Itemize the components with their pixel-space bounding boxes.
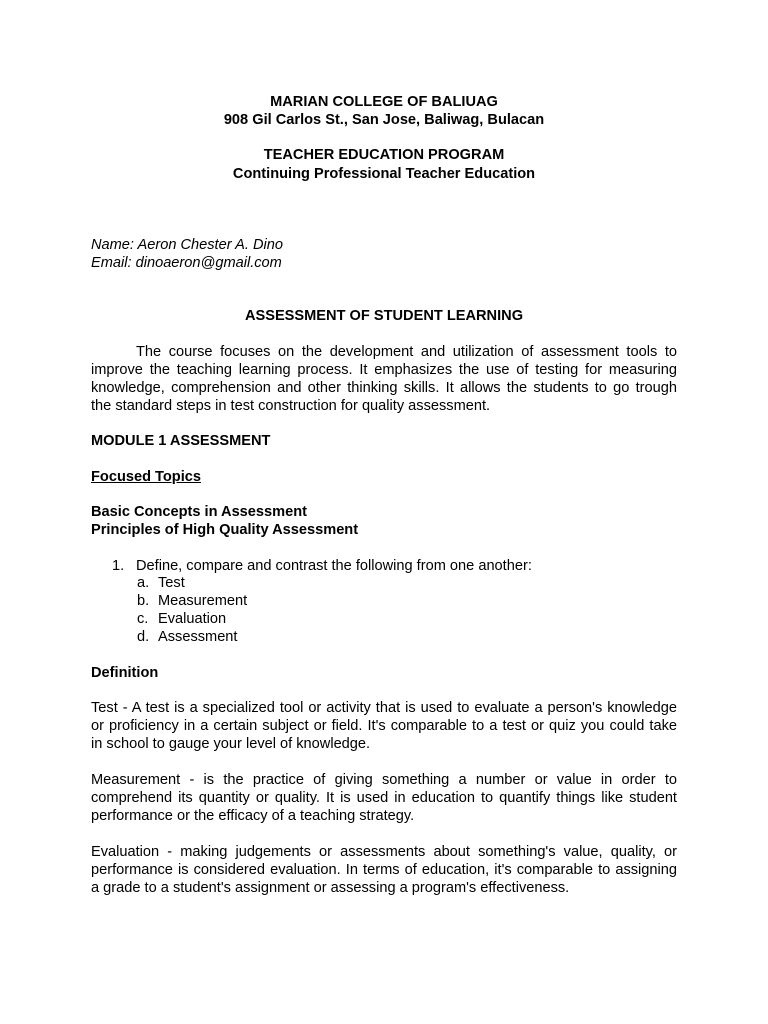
focused-topics-label: Focused Topics — [91, 469, 202, 485]
sub-marker: d. — [137, 629, 150, 645]
definition-line: Measurement - is the practice of giving something a number or value in order to — [91, 772, 677, 788]
sub-marker: a. — [137, 575, 150, 591]
definition-line: in school to gauge your level of knowledge. — [91, 736, 371, 752]
program-subtitle: Continuing Professional Teacher Education — [232, 166, 536, 182]
sub-list-item — [137, 592, 247, 610]
definition-line: or proficiency in a certain subject or field. It's comparable to a test or quiz you could take — [91, 718, 677, 734]
course-title: ASSESSMENT OF STUDENT LEARNING — [244, 308, 524, 324]
task-item — [112, 557, 532, 575]
definition-line: performance or the efficacy of a teaching strategy. — [91, 808, 415, 824]
sub-list-item — [137, 610, 226, 628]
sub-label: Measurement — [158, 593, 248, 609]
college-name: MARIAN COLLEGE OF BALIUAG — [270, 94, 498, 110]
description-line: knowledge, comprehension and other thinking skills. It allows the students to go trough — [91, 380, 677, 396]
sub-label: Assessment — [158, 629, 238, 645]
program-title: TEACHER EDUCATION PROGRAM — [263, 147, 505, 163]
description-line: the standard steps in test construction for quality assessment. — [91, 398, 491, 414]
definition-evaluation — [91, 843, 677, 897]
definition-line: Test - A test is a specialized tool or activity that is used to evaluate a person's knowledge — [91, 700, 677, 716]
definition-line: a grade to a student's assignment or assessing a program's effectiveness. — [91, 880, 570, 896]
definition-line: comprehend its quantity or quality. It is used in education to quantify things like student — [91, 790, 677, 806]
description-line: The course focuses on the development and utilization of assessment tools to — [136, 344, 677, 360]
topic-item: Principles of High Quality Assessment — [91, 522, 359, 538]
sub-marker: b. — [137, 593, 150, 609]
module-title: MODULE 1 ASSESSMENT — [91, 433, 271, 449]
description-line: improve the teaching learning process. It emphasizes the use of testing for measuring — [91, 362, 677, 378]
sub-marker: c. — [137, 611, 149, 627]
task-number: 1. — [112, 558, 125, 574]
sub-list-item — [137, 574, 185, 592]
sub-label: Test — [158, 575, 185, 591]
student-email: Email: dinoaeron@gmail.com — [91, 255, 282, 271]
student-name: Name: Aeron Chester A. Dino — [91, 237, 283, 253]
sub-label: Evaluation — [158, 611, 227, 627]
definition-test — [91, 699, 677, 753]
course-description — [91, 343, 677, 415]
sub-list-item — [137, 628, 237, 646]
task-text: Define, compare and contrast the following from one another: — [136, 558, 532, 574]
definition-line: performance is considered evaluation. In terms of education, it's comparable to assigning — [91, 862, 677, 878]
definition-heading: Definition — [91, 665, 159, 681]
topic-item: Basic Concepts in Assessment — [91, 504, 308, 520]
definition-line: Evaluation - making judgements or assessments about something's value, quality, or — [91, 844, 677, 860]
college-address: 908 Gil Carlos St., San Jose, Baliwag, Bulacan — [223, 112, 545, 128]
definition-measurement — [91, 771, 677, 825]
